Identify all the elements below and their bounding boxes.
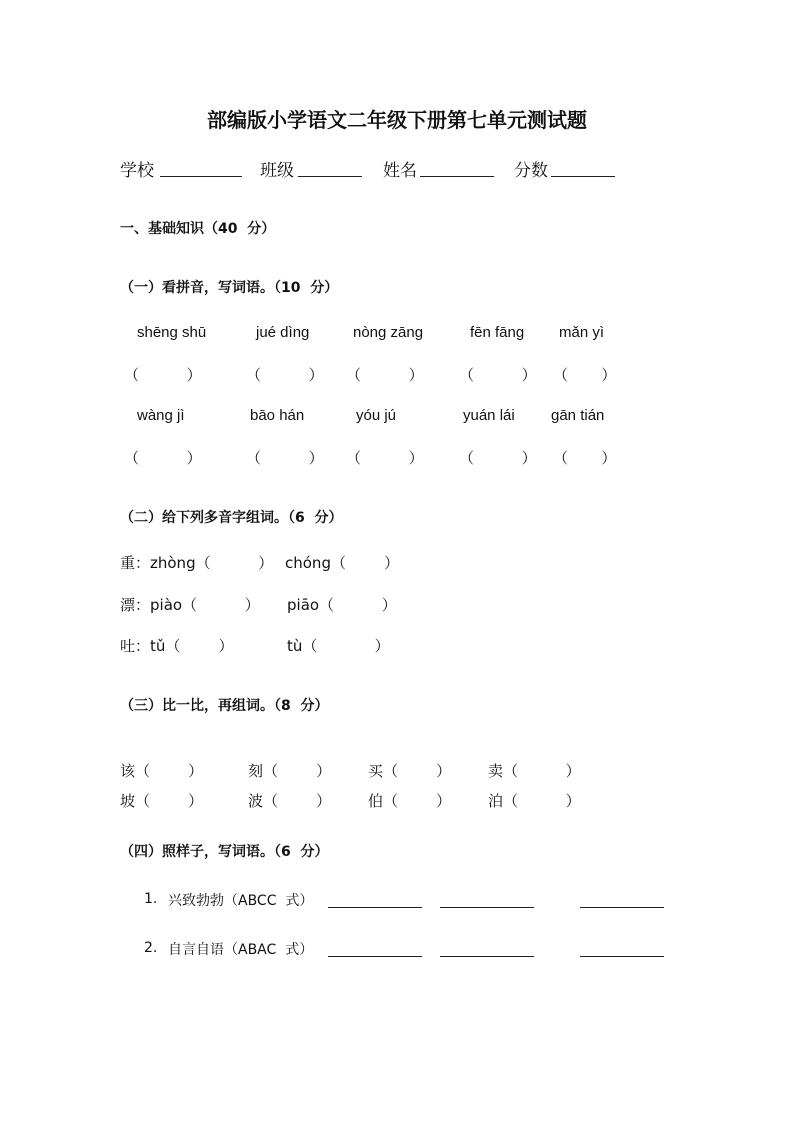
polyphone-item[interactable]: tù（ ） [287,637,390,655]
name-blank[interactable] [420,176,494,177]
pinyin-item: yóu jú [356,407,397,424]
pattern-example: 兴致勃勃（ABCC 式） [168,893,314,909]
answer-line[interactable] [328,907,422,908]
pinyin-item: bāo hán [250,407,305,424]
compare-item[interactable]: 伯（ ） [368,792,452,810]
part3-heading: （三）比一比，再组词。（8 分） [120,698,329,714]
class-blank[interactable] [298,176,362,177]
polyphone-item[interactable]: 漂：piào（ ） [120,596,260,614]
pinyin-item: yuán lái [463,407,515,424]
score-blank[interactable] [551,176,615,177]
answer-blank[interactable]: （ ） [246,366,324,384]
answer-blank[interactable]: （ ） [346,449,424,467]
pinyin-item: fēn fāng [470,324,525,341]
item-number: 1. [144,891,158,907]
answer-blank[interactable]: （ ） [346,366,424,384]
answer-blank[interactable]: （ ） [246,449,324,467]
part4-heading: （四）照样子，写词语。（6 分） [120,844,329,860]
section-basic-knowledge: 一、基础知识（40 分） [120,221,276,237]
answer-blank[interactable]: （ ） [459,366,537,384]
pinyin-item: shēng shū [137,324,207,341]
part1-heading: （一）看拼音，写词语。（10 分） [120,280,339,296]
part2-heading: （二）给下列多音字组词。（6 分） [120,510,343,526]
compare-item[interactable]: 波（ ） [248,792,332,810]
compare-item[interactable]: 坡（ ） [120,792,204,810]
answer-blank[interactable]: （ ） [124,366,202,384]
class-label: 班级 [260,161,294,181]
name-label: 姓名 [383,161,417,181]
school-label: 学校 [120,161,154,181]
polyphone-item[interactable]: chóng（ ） [285,554,400,572]
answer-line[interactable] [440,907,534,908]
answer-blank[interactable]: （ ） [459,449,537,467]
compare-item[interactable]: 泊（ ） [488,792,581,810]
item-number: 2. [144,940,158,956]
answer-line[interactable] [580,907,664,908]
polyphone-item[interactable]: piāo（ ） [287,596,397,614]
polyphone-item[interactable]: 吐：tǔ（ ） [120,637,234,655]
page-title: 部编版小学语文二年级下册第七单元测试题 [207,108,587,132]
pattern-example: 自言自语（ABAC 式） [168,942,314,958]
compare-item[interactable]: 刻（ ） [248,762,332,780]
pinyin-item: nòng zāng [353,324,424,341]
pinyin-item: jué dìng [256,324,310,341]
answer-blank[interactable]: （ ） [553,366,617,384]
answer-blank[interactable]: （ ） [124,449,202,467]
compare-item[interactable]: 该（ ） [120,762,204,780]
pinyin-item: mǎn yì [559,324,605,341]
pinyin-item: wàng jì [137,407,185,424]
school-blank[interactable] [160,176,242,177]
answer-blank[interactable]: （ ） [553,449,617,467]
compare-item[interactable]: 买（ ） [368,762,452,780]
score-label: 分数 [514,161,548,181]
polyphone-item[interactable]: 重：zhòng（ ） [120,554,274,572]
answer-line[interactable] [440,956,534,957]
compare-item[interactable]: 卖（ ） [488,762,581,780]
pinyin-item: gān tián [551,407,605,424]
answer-line[interactable] [328,956,422,957]
answer-line[interactable] [580,956,664,957]
